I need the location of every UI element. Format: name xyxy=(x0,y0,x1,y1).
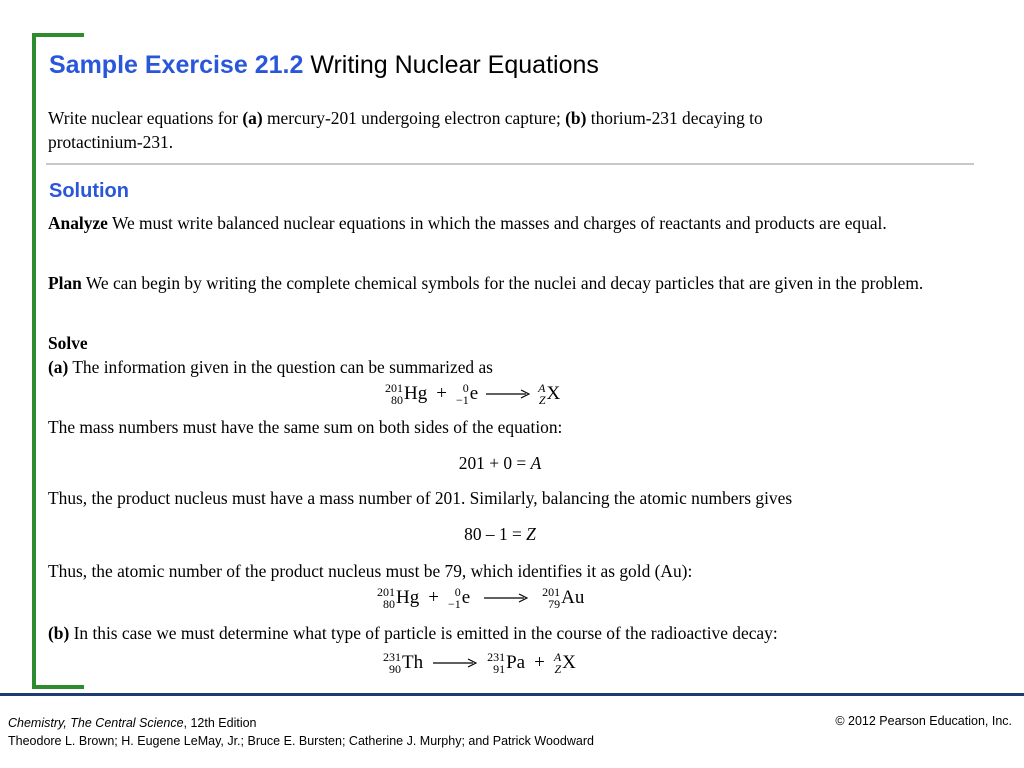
mass-equation-lhs: 201 + 0 = xyxy=(458,453,531,473)
element-symbol: e xyxy=(469,383,479,404)
nuclear-equation-3 xyxy=(383,651,576,675)
thorium-nuclide xyxy=(383,651,423,675)
footer-citation xyxy=(8,714,594,750)
solve-label: Solve xyxy=(48,333,88,353)
z-equation-var: Z xyxy=(526,524,536,544)
solve-a-text: The information given in the question can be summarized as xyxy=(68,356,493,377)
analyze-paragraph xyxy=(48,212,948,236)
reaction-arrow-icon xyxy=(486,389,530,399)
plus-sign: + xyxy=(428,587,439,608)
atomic-number: 91 xyxy=(493,662,506,676)
mass-number: 0 xyxy=(462,381,469,395)
slide-bracket-bottom xyxy=(32,685,84,689)
electron xyxy=(448,586,470,610)
atomic-number: 90 xyxy=(389,662,401,676)
mercury-nuclide xyxy=(385,382,427,406)
thus-paragraph-2: Thus, the atomic number of the product nucleus must be 79, which identifies it as gold (Au): xyxy=(48,561,693,581)
mercury-nuclide xyxy=(377,586,419,610)
mass-paragraph: The mass numbers must have the same sum on both sides of the equation: xyxy=(48,417,563,437)
element-symbol: Pa xyxy=(506,652,526,673)
footer-divider xyxy=(0,693,1024,696)
page-title xyxy=(49,51,599,80)
mass-number: A xyxy=(538,381,546,395)
element-symbol: Hg xyxy=(404,383,428,404)
plus-sign: + xyxy=(534,652,545,673)
atomic-number: 80 xyxy=(383,597,395,611)
mass-number: 201 xyxy=(377,585,395,599)
element-symbol: e xyxy=(461,587,471,608)
mass-number: 231 xyxy=(487,650,506,664)
slide-bracket xyxy=(32,33,36,689)
element-symbol: Au xyxy=(561,587,585,608)
divider xyxy=(46,163,974,165)
atomic-number: 80 xyxy=(391,393,403,407)
exercise-number: Sample Exercise 21.2 xyxy=(49,51,304,79)
part-b-paragraph xyxy=(48,622,948,646)
plan-paragraph xyxy=(48,272,948,296)
analyze-label: Analyze xyxy=(48,213,108,233)
footer-copyright: © 2012 Pearson Education, Inc. xyxy=(835,714,1012,728)
problem-text-4: protactinium-231. xyxy=(48,131,174,152)
solve-a-label: (a) xyxy=(48,356,69,377)
element-symbol: Th xyxy=(402,652,424,673)
mass-number: A xyxy=(553,650,562,664)
nuclear-equation-2 xyxy=(377,586,584,610)
part-b-label: (b) xyxy=(48,623,70,643)
problem-statement xyxy=(48,107,948,154)
plan-label: Plan xyxy=(48,273,82,293)
part-b-label: (b) xyxy=(565,108,587,128)
atomic-number: Z xyxy=(538,393,546,407)
mass-number: 201 xyxy=(542,585,561,599)
element-symbol: X xyxy=(546,383,561,404)
atomic-number: −1 xyxy=(447,597,461,611)
plus-sign: + xyxy=(436,383,447,404)
mass-number: 231 xyxy=(383,650,401,664)
footer-authors: Theodore L. Brown; H. Eugene LeMay, Jr.; Bruce E. Bursten; Catherine J. Murphy; and Patrick Woodward xyxy=(8,734,594,748)
element-symbol: X xyxy=(562,652,576,673)
z-equation xyxy=(0,524,1000,545)
footer-book-title: Chemistry, The Central Science xyxy=(8,716,184,730)
footer-edition: , 12th Edition xyxy=(183,716,257,730)
gold-nuclide xyxy=(542,586,584,610)
part-a-label: (a) xyxy=(242,108,263,128)
reaction-arrow-icon xyxy=(433,658,477,668)
problem-text-3: thorium-231 decaying to xyxy=(586,108,763,128)
solve-paragraph xyxy=(48,332,948,379)
thus-paragraph-1: Thus, the product nucleus must have a mass number of 201. Similarly, balancing the atomic numbers gives xyxy=(48,488,793,508)
atomic-number: Z xyxy=(554,662,562,676)
electron xyxy=(456,382,478,406)
problem-text-1: Write nuclear equations for xyxy=(48,108,243,128)
element-symbol: Hg xyxy=(396,587,420,608)
slide-bracket-top xyxy=(32,33,84,37)
mass-equation xyxy=(0,453,1000,474)
unknown-nuclide xyxy=(554,651,576,675)
mass-number: 201 xyxy=(385,381,403,395)
exercise-subtitle: Writing Nuclear Equations xyxy=(310,51,599,79)
part-b-text: In this case we must determine what type of particle is emitted in the course of the radioactive decay: xyxy=(69,623,778,643)
mass-number: 0 xyxy=(454,585,461,599)
analyze-text: We must write balanced nuclear equations in which the masses and charges of reactants and products are equal. xyxy=(107,213,887,233)
nuclear-equation-1 xyxy=(385,382,560,406)
solution-heading: Solution xyxy=(49,180,129,202)
mass-equation-var: A xyxy=(530,453,542,473)
z-equation-lhs: 80 – 1 = xyxy=(464,524,527,544)
problem-text-2: mercury-201 undergoing electron capture; xyxy=(262,108,566,128)
unknown-nuclide xyxy=(538,382,560,406)
atomic-number: −1 xyxy=(455,393,469,407)
atomic-number: 79 xyxy=(548,597,561,611)
protactinium-nuclide xyxy=(487,651,525,675)
reaction-arrow-icon xyxy=(484,593,528,603)
plan-text: We can begin by writing the complete chemical symbols for the nuclei and decay particles that are given in the problem. xyxy=(81,273,924,293)
